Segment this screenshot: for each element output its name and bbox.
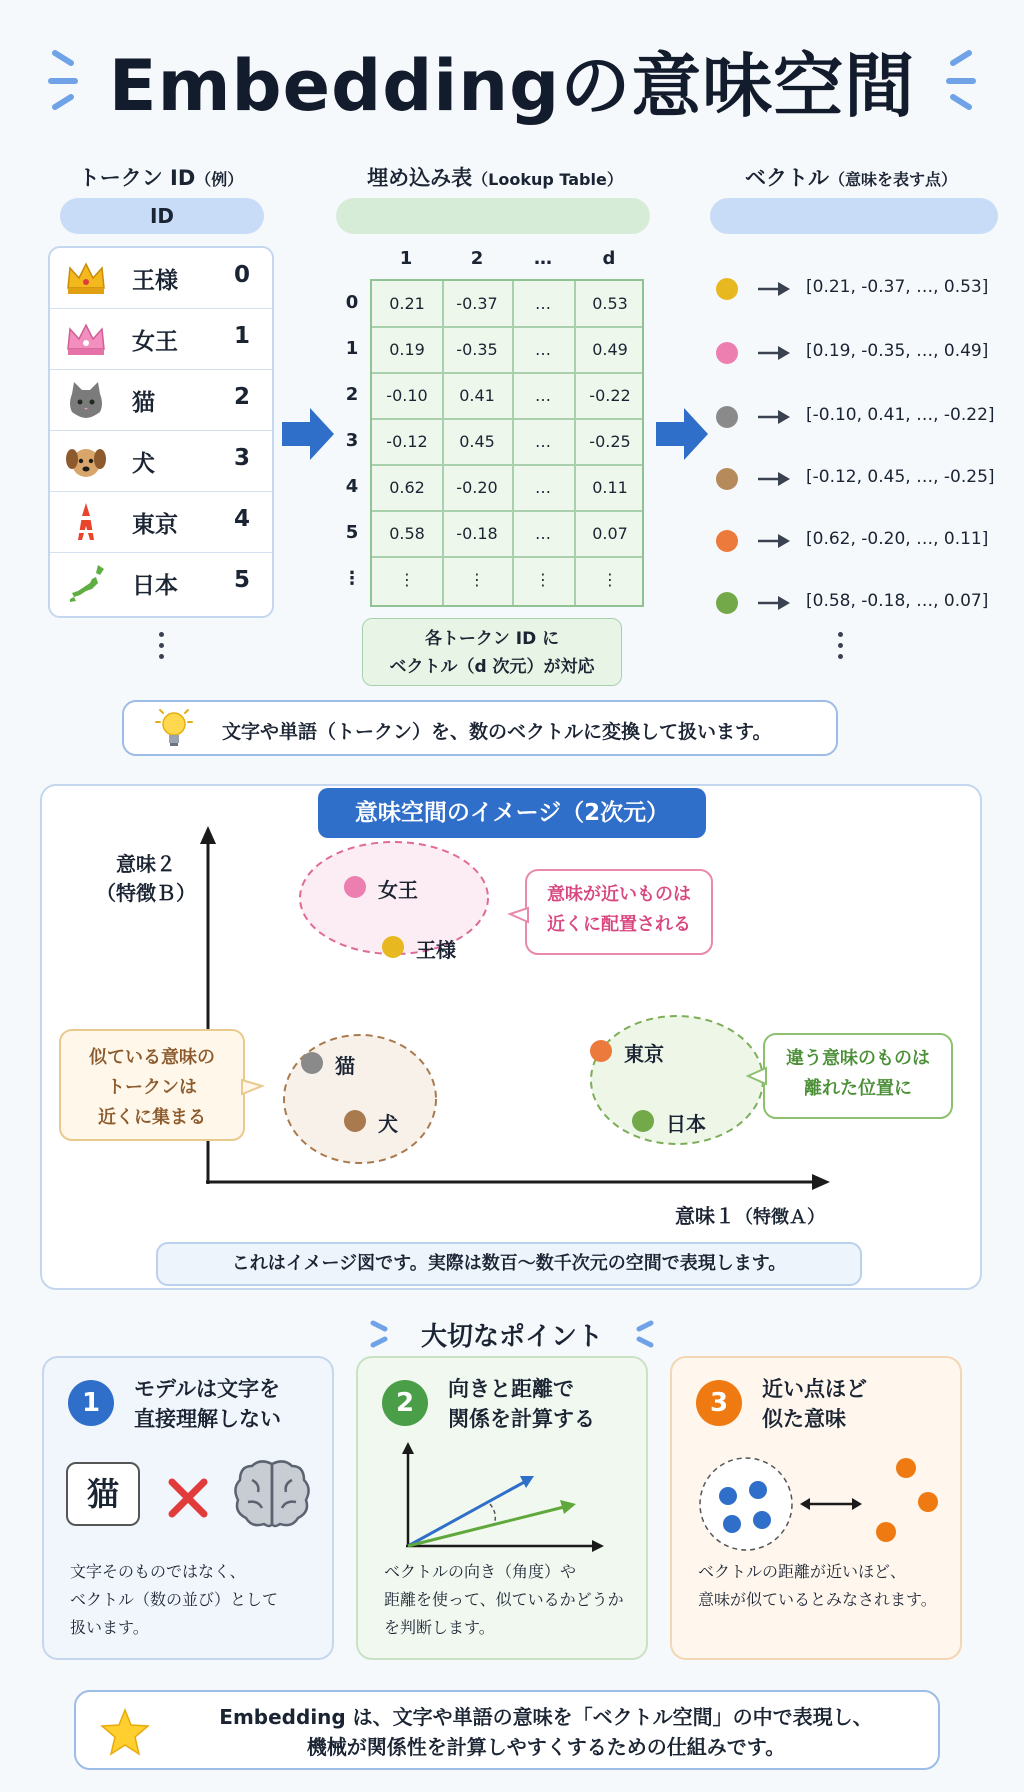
card-body	[384, 1558, 624, 1642]
right-arrow-icon	[756, 342, 792, 364]
card-heading-line: 直接理解しない	[134, 1407, 281, 1431]
matrix-note	[362, 618, 622, 686]
plot-point-label: 東京	[624, 1042, 664, 1066]
matrix-row-header: 1	[345, 338, 359, 359]
key-points-title: 大切なポイント	[420, 1321, 603, 1352]
embedding-matrix	[370, 279, 644, 607]
matrix-cell: ⋮	[602, 570, 618, 589]
card-body-line: 意味が似ているとみなされます。	[698, 1590, 937, 1609]
card-body	[698, 1558, 937, 1614]
plot-point-label: 日本	[666, 1112, 706, 1136]
right-arrow-icon	[280, 404, 336, 464]
lookup-table-title: 埋め込み表	[367, 166, 473, 190]
summary-text	[176, 1702, 916, 1762]
plot-point	[590, 1040, 612, 1062]
plot-point	[344, 876, 366, 898]
token-name: 猫	[132, 390, 155, 416]
card-heading	[762, 1374, 867, 1434]
token-id-heading	[48, 162, 274, 192]
vector-values: [0.21, -0.37, …, 0.53]	[806, 277, 989, 297]
token-id: 2	[233, 384, 250, 410]
matrix-cell: 0.58	[389, 524, 425, 543]
star-icon	[100, 1708, 150, 1756]
card-heading-line: 関係を計算する	[448, 1407, 595, 1431]
matrix-cell: …	[535, 524, 551, 543]
plot-point	[344, 1110, 366, 1132]
x-axis-arrow-icon	[812, 1174, 830, 1190]
matrix-cell: ⋮	[535, 570, 551, 589]
matrix-cell: -0.10	[386, 386, 428, 405]
callout-similar-line: 近くに集まる	[98, 1107, 206, 1128]
matrix-cell: …	[535, 294, 551, 313]
matrix-row-header: 3	[345, 430, 359, 451]
token-list	[48, 246, 274, 618]
vector-dot	[716, 468, 738, 490]
character-box: 猫	[66, 1462, 140, 1526]
point-card-2	[356, 1356, 648, 1660]
cat-icon	[64, 380, 108, 420]
crown-icon	[64, 258, 108, 298]
token-more-dots	[157, 632, 165, 665]
vector-row	[716, 582, 1006, 622]
matrix-row-header: ⋮	[343, 568, 361, 589]
matrix-cell: 0.53	[592, 294, 628, 313]
plot-point	[382, 936, 404, 958]
matrix-cell: -0.18	[456, 524, 498, 543]
vector-row	[716, 396, 1006, 436]
callout-similar-line: 似ている意味の	[89, 1047, 215, 1068]
tokyo-tower-icon	[64, 502, 108, 542]
matrix-cell: 0.45	[459, 432, 495, 451]
title-row	[0, 30, 1024, 130]
token-name: 東京	[132, 512, 178, 538]
matrix-cell: 0.21	[389, 294, 425, 313]
x-axis-label-main: 意味１	[675, 1204, 735, 1228]
token-id: 4	[233, 506, 250, 532]
matrix-cell: …	[535, 386, 551, 405]
matrix-cell: -0.12	[386, 432, 428, 451]
matrix-cell: …	[535, 340, 551, 359]
matrix-cell: 0.41	[459, 386, 495, 405]
right-arrow-icon	[756, 278, 792, 300]
callout-similar-pointer	[242, 1080, 262, 1094]
matrix-cell: ⋮	[469, 570, 485, 589]
callout-far	[764, 1044, 952, 1104]
token-row	[50, 248, 272, 309]
right-sparkle-icon	[935, 45, 979, 115]
right-arrow-icon	[756, 468, 792, 490]
matrix-gridline	[372, 418, 642, 420]
matrix-gridline	[372, 326, 642, 328]
summary-line: 機械が関係性を計算しやすくするための仕組みです。	[306, 1735, 786, 1759]
y-axis-label	[86, 848, 206, 906]
plot-point-label: 女王	[378, 878, 418, 902]
card-body	[70, 1558, 278, 1642]
right-arrow-icon	[756, 592, 792, 614]
vector-values: [0.19, -0.35, …, 0.49]	[806, 341, 989, 361]
card-heading-line: 向きと距離で	[448, 1377, 574, 1401]
callout-far-line: 違う意味のものは	[786, 1048, 930, 1069]
vector-row	[716, 332, 1006, 372]
vector-values: [-0.12, 0.45, …, -0.25]	[806, 467, 995, 487]
point-card-3	[670, 1356, 962, 1660]
y-axis-label-line: （特徴Ｂ）	[96, 881, 196, 905]
summary-footer	[74, 1690, 940, 1770]
vector-subtitle: （意味を表す点）	[828, 170, 957, 189]
token-id: 3	[233, 445, 250, 471]
token-row	[50, 553, 272, 614]
clusters-diagram	[692, 1446, 952, 1556]
token-id: 5	[233, 567, 250, 593]
vector-values: [0.58, -0.18, …, 0.07]	[806, 591, 989, 611]
point-card-1	[42, 1356, 334, 1660]
plot-point-label: 犬	[378, 1112, 398, 1136]
card-body-line: ベクトル（数の並び）として	[70, 1590, 279, 1609]
callout-similar	[60, 1043, 244, 1133]
matrix-col-header: …	[534, 248, 552, 269]
plot-point-label: 猫	[335, 1054, 355, 1078]
matrix-gridline	[372, 464, 642, 466]
vector-dot	[716, 592, 738, 614]
card-body-line: 距離を使って、似ているかどうか	[384, 1590, 624, 1609]
matrix-cell: 0.19	[389, 340, 425, 359]
plot-point	[301, 1052, 323, 1074]
matrix-cell: 0.07	[592, 524, 628, 543]
card-body-line: ベクトルの向き（角度）や	[384, 1562, 577, 1581]
x-axis-label	[650, 1200, 850, 1229]
semantic-space-title: 意味空間のイメージ（2次元）	[318, 788, 706, 838]
callout-near	[526, 880, 712, 940]
page-title: Embeddingの意味空間	[108, 44, 916, 127]
matrix-cell: ⋮	[399, 570, 415, 589]
token-row	[50, 309, 272, 370]
matrix-cell: 0.11	[592, 478, 628, 497]
token-name: 犬	[132, 451, 155, 477]
japan-map-icon	[64, 563, 108, 603]
token-id-title: トークン ID	[78, 166, 196, 190]
matrix-cell: -0.20	[456, 478, 498, 497]
callout-near-line: 意味が近いものは	[547, 884, 691, 905]
vector-row	[716, 520, 1006, 560]
vector-title: ベクトル	[744, 166, 829, 190]
id-pill-label: ID	[149, 204, 175, 228]
matrix-col-header: d	[602, 248, 616, 269]
card-number-badge: 1	[68, 1380, 114, 1426]
card-body-line: 文字そのものではなく、	[70, 1562, 246, 1581]
vector-row	[716, 268, 1006, 308]
matrix-cell: -0.35	[456, 340, 498, 359]
summary-line: Embedding は、文字や単語の意味を「ベクトル空間」の中で表現し、	[219, 1705, 873, 1729]
card-body-line: ベクトルの距離が近いほど、	[698, 1562, 907, 1581]
matrix-row-header: 0	[345, 292, 359, 313]
card-heading	[448, 1374, 595, 1434]
card-heading-line: モデルは文字を	[134, 1377, 280, 1401]
matrix-note-line: 各トークン ID に	[424, 629, 560, 649]
cross-icon	[166, 1476, 210, 1520]
vector-dot	[716, 278, 738, 300]
matrix-cell: -0.37	[456, 294, 498, 313]
vector-dot	[716, 406, 738, 428]
token-row	[50, 431, 272, 492]
right-arrow-icon	[654, 404, 710, 464]
left-sparkle-icon	[367, 1319, 395, 1349]
pink-crown-icon	[64, 319, 108, 359]
matrix-gridline	[372, 510, 642, 512]
token-id: 0	[233, 262, 250, 288]
matrix-cell: -0.25	[589, 432, 631, 451]
matrix-gridline	[372, 372, 642, 374]
lookup-table-heading	[330, 162, 660, 192]
card-heading-line: 近い点ほど	[762, 1377, 867, 1401]
matrix-cell: …	[535, 432, 551, 451]
info-bar	[122, 700, 838, 756]
card-body-line: を判断します。	[384, 1618, 495, 1637]
matrix-cell: 0.49	[592, 340, 628, 359]
token-name: 女王	[132, 329, 178, 355]
matrix-gridline	[372, 556, 642, 558]
semantic-space-note: これはイメージ図です。実際は数百〜数千次元の空間で表現します。	[156, 1242, 862, 1286]
matrix-cell: -0.22	[589, 386, 631, 405]
card-number-badge: 3	[696, 1380, 742, 1426]
vector-angle-diagram	[388, 1438, 618, 1558]
y-axis-arrow-icon	[200, 826, 216, 844]
callout-far-line: 離れた位置に	[804, 1078, 912, 1099]
vector-more-dots	[836, 632, 844, 665]
plot-point-label: 王様	[416, 938, 456, 962]
y-axis-label-line: 意味２	[116, 852, 176, 876]
lookup-pill	[336, 198, 650, 234]
token-name: 日本	[132, 573, 178, 599]
card-body-line: 扱います。	[70, 1618, 149, 1637]
token-id-subtitle: （例）	[195, 170, 244, 189]
brain-icon	[230, 1456, 314, 1532]
callout-near-line: 近くに配置される	[547, 914, 691, 935]
lightbulb-icon	[154, 708, 194, 752]
plot-point	[632, 1110, 654, 1132]
card-heading-line: 似た意味	[762, 1407, 846, 1431]
vector-heading	[706, 162, 996, 192]
card-heading	[134, 1374, 281, 1434]
matrix-row-header: 2	[345, 384, 359, 405]
matrix-row-header: 4	[345, 476, 359, 497]
x-axis-label-sub: （特徴Ａ）	[735, 1207, 825, 1228]
matrix-col-header: 1	[399, 248, 413, 269]
right-arrow-icon	[756, 406, 792, 428]
matrix-cell: …	[535, 478, 551, 497]
vector-dot	[716, 530, 738, 552]
vector-row	[716, 458, 1006, 498]
key-points-heading	[0, 1314, 1024, 1354]
dog-icon	[64, 441, 108, 481]
token-row	[50, 370, 272, 431]
vector-values: [-0.10, 0.41, …, -0.22]	[806, 405, 995, 425]
token-name: 王様	[132, 268, 178, 294]
right-sparkle-icon	[629, 1319, 657, 1349]
matrix-cell: 0.62	[389, 478, 425, 497]
token-row	[50, 492, 272, 553]
info-text: 文字や単語（トークン）を、数のベクトルに変換して扱います。	[222, 721, 772, 743]
token-id: 1	[233, 323, 250, 349]
vector-pill	[710, 198, 998, 234]
vector-values: [0.62, -0.20, …, 0.11]	[806, 529, 989, 549]
left-sparkle-icon	[45, 45, 89, 115]
matrix-row-header: 5	[345, 522, 359, 543]
callout-similar-line: トークンは	[107, 1077, 197, 1098]
lookup-table-subtitle: （Lookup Table）	[472, 170, 623, 189]
matrix-col-header: 2	[470, 248, 484, 269]
right-arrow-icon	[756, 530, 792, 552]
vector-dot	[716, 342, 738, 364]
card-number-badge: 2	[382, 1380, 428, 1426]
matrix-note-line: ベクトル（d 次元）が対応	[389, 657, 595, 677]
